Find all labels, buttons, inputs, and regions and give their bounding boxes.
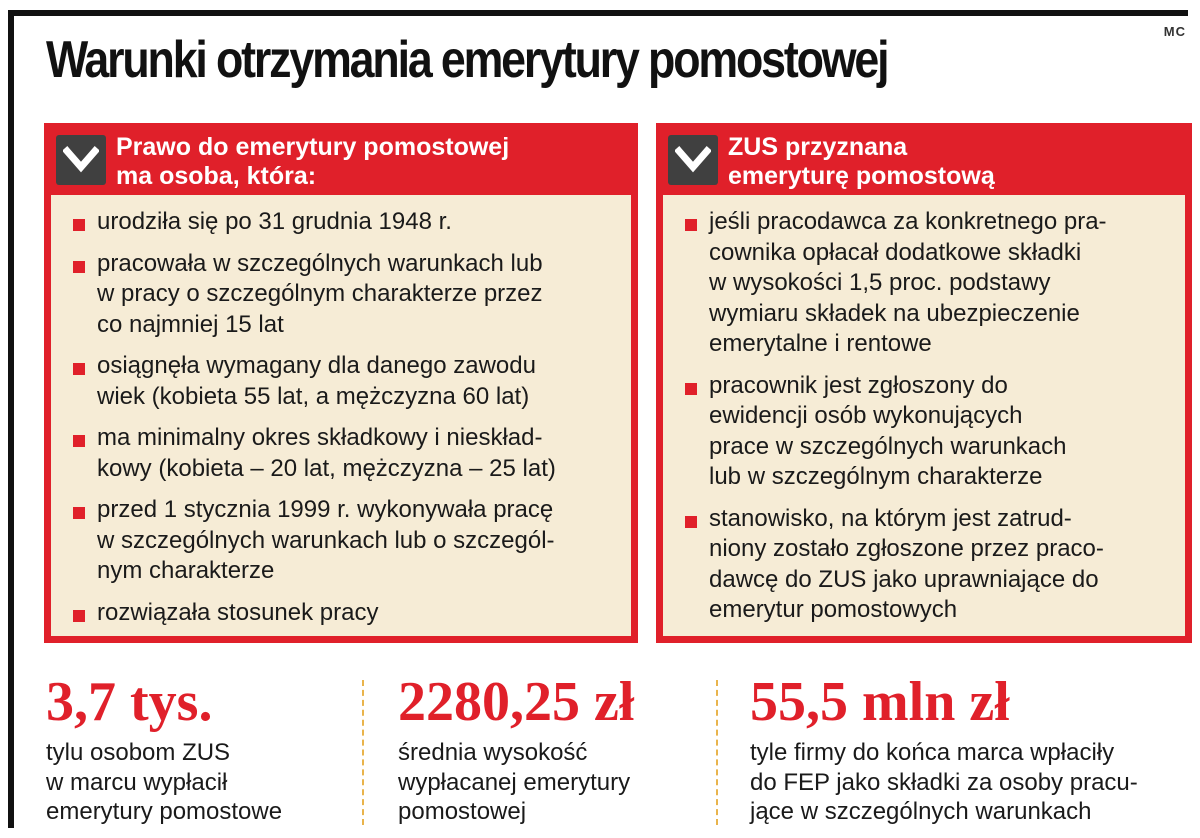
list-item (67, 249, 621, 341)
chevron-down-icon (56, 135, 106, 185)
stat-divider (362, 680, 364, 825)
list-item-text: przed 1 stycznia 1999 r. wykonywała pracę w szczególnych warunkach lub o szczegól- nym charakterze (97, 496, 555, 584)
list-item (67, 495, 621, 587)
eligibility-panel-heading: Prawo do emerytury pomostowej ma osoba, która: (116, 133, 510, 190)
list-item (67, 423, 621, 484)
zus-criteria-panel (656, 123, 1192, 643)
list-item (679, 207, 1175, 360)
frame-left-rule (8, 10, 14, 828)
list-item-text: stanowisko, na którym jest zatrud- niony zostało zgłoszone przez praco- dawcę do ZUS jako uprawniające do emerytur pomostowych (709, 504, 1104, 623)
eligibility-panel (44, 123, 638, 643)
bullet-square-icon (73, 219, 85, 231)
bullet-square-icon (73, 507, 85, 519)
list-item (67, 598, 621, 629)
stat-average-pension (398, 672, 634, 827)
list-item-text: jeśli pracodawca za konkretnego pra- cownika opłacał dodatkowe składki w wysokości 1,5 proc. podstawy wymiaru składek na ubezpieczenie emerytalne i rentowe (709, 208, 1107, 357)
list-item (679, 504, 1175, 626)
bullet-square-icon (73, 610, 85, 622)
zus-criteria-panel-heading: ZUS przyznana emeryturę pomostową (728, 133, 995, 190)
bullet-square-icon (685, 219, 697, 231)
bullet-square-icon (685, 383, 697, 395)
stat-recipients (46, 672, 282, 827)
list-item-text: osiągnęła wymagany dla danego zawodu wiek (kobieta 55 lat, a mężczyzna 60 lat) (97, 352, 536, 410)
zus-criteria-list (663, 195, 1185, 626)
bullet-square-icon (73, 261, 85, 273)
stat-fep-contributions (750, 672, 1138, 827)
list-item-text: rozwiązała stosunek pracy (97, 598, 379, 626)
list-item-text: pracowała w szczególnych warunkach lub w pracy o szczególnym charakterze przez co najmniej 15 lat (97, 249, 543, 338)
bullet-square-icon (73, 363, 85, 375)
list-item (67, 351, 621, 412)
zus-criteria-panel-header (656, 123, 1192, 195)
frame-top-rule (8, 10, 1188, 16)
list-item-text: ma minimalny okres składkowy i nieskład- kowy (kobieta – 20 lat, mężczyzna – 25 lat) (97, 424, 556, 482)
page-title: Warunki otrzymania emerytury pomostowej (46, 31, 888, 89)
eligibility-panel-header (44, 123, 638, 195)
list-item (67, 207, 621, 238)
stat-value: 3,7 tys. (46, 671, 213, 733)
stat-value: 2280,25 zł (398, 671, 635, 733)
bullet-square-icon (685, 516, 697, 528)
list-item (679, 371, 1175, 493)
bullet-square-icon (73, 435, 85, 447)
chevron-down-icon (668, 135, 718, 185)
corner-mark: MC (1163, 24, 1186, 39)
stat-description: średnia wysokość wypłacanej emerytury pomostowej (398, 739, 631, 825)
stat-divider (716, 680, 718, 825)
stat-description: tyle firmy do końca marca wpłaciły do FEP jako składki za osoby pracu- jące w szczególnych warunkach (750, 739, 1138, 825)
list-item-text: urodziła się po 31 grudnia 1948 r. (97, 208, 452, 235)
eligibility-list (51, 195, 631, 628)
stat-description: tylu osobom ZUS w marcu wypłacił emerytury pomostowe (46, 739, 283, 825)
list-item-text: pracownik jest zgłoszony do ewidencji osób wykonujących prace w szczególnych warunkach lub w szczególnym charakterze (709, 371, 1067, 490)
stat-value: 55,5 mln zł (750, 671, 1010, 733)
